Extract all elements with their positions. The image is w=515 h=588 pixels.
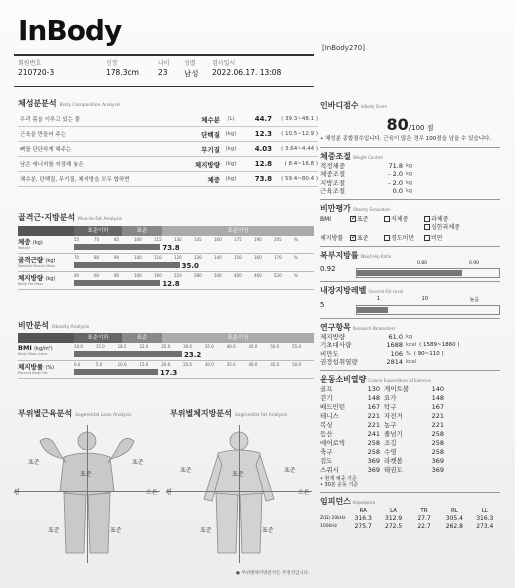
tick-labels: [74, 273, 314, 278]
tick-label: 280: [194, 273, 202, 278]
tick-label: 10.0: [74, 344, 83, 349]
patient-gender: 남성: [184, 69, 199, 78]
whr-row: 0.92 0.80 0.90: [320, 261, 500, 278]
muscle-fat-chart: [18, 226, 314, 290]
bar-value: 17.3: [160, 369, 178, 377]
body-composition-title: 체성분분석 Body Composition Analysis: [18, 99, 121, 108]
score-max: /100 점: [408, 124, 434, 132]
weight-control-title: 체중조절 Weight Control: [320, 151, 383, 161]
checkbox-icon: [424, 216, 430, 222]
patient-id-cell: 회원번호 210720-3: [18, 58, 106, 84]
v-axis: [87, 425, 88, 563]
checkbox-icon: [384, 235, 390, 241]
bar-fill: [74, 262, 180, 268]
list-item: 제지방량 61.0 kg: [320, 332, 413, 341]
bar-label: 골격근량: [18, 256, 44, 264]
exercise-name: 골프: [320, 384, 333, 393]
exercise-name: 스쿼시: [320, 465, 339, 474]
right-arm-label: 표준: [284, 467, 296, 474]
segmental-lean-panel: [14, 425, 160, 563]
tick-label: 70: [74, 255, 80, 260]
tick-label: 205: [274, 237, 282, 242]
visceral-bar: [356, 305, 500, 315]
left-side-label: 왼: [14, 489, 20, 496]
tick-label: 145: [194, 237, 202, 242]
bar-row: 골격근량 (kg) Skeletal Muscle Mass 70 80 90 100 110 120 130 140 150 160 170 % 35.0: [18, 254, 314, 272]
exercise-kcal: 140: [431, 384, 444, 393]
tick-label: 340: [214, 273, 222, 278]
tick-label: 10.0: [117, 362, 127, 367]
tick-label: 20.0: [161, 362, 171, 367]
exercise-kcal: 130: [367, 384, 380, 393]
exercise-name: 라켓볼: [384, 456, 403, 465]
impedance-col-header: RL: [450, 507, 458, 514]
right-leg-label: 표준: [110, 527, 122, 534]
left-side-label: 왼: [166, 489, 172, 496]
segmental-fat-panel: [166, 425, 312, 563]
muscle-fat-title: 골격근·지방분석 Muscle-Fat Analysis: [18, 213, 123, 222]
patient-height: 178.3cm: [106, 68, 139, 77]
exercise-name: 배드민턴: [320, 402, 346, 411]
bar-label: 체지방률: [18, 363, 44, 371]
weight-control-list: [320, 162, 500, 196]
impedance-col-header: TR: [420, 507, 428, 514]
tick-label: 160: [214, 237, 222, 242]
impedance-value: 316.3: [354, 514, 372, 522]
v-axis: [239, 425, 240, 563]
tick-label: 130: [194, 255, 202, 260]
table-row: 체수분, 단백질, 무기질, 체지방을 모두 합하면 체중 (kg) 73.8 ( 59.4~80.4 ): [18, 172, 318, 187]
exercise-kcal: 221: [431, 411, 444, 420]
tick-label: 80: [94, 255, 100, 260]
impedance-value: 22.7: [417, 522, 431, 530]
bar-row: 체중 (kg) Weight 55 70 85 100 115 130 145 160 175 190 205 % 73.8: [18, 236, 314, 254]
impedance-value: 273.4: [476, 522, 494, 530]
bar-fill: [74, 244, 160, 250]
tick-labels: [74, 344, 314, 349]
tick-label: 190: [254, 237, 262, 242]
tick-label: 140: [214, 255, 222, 260]
tick-label: 15.0: [139, 362, 149, 367]
list-item: 적정체중 71.8 kg: [320, 161, 413, 170]
list-item: 비만도 106 % ( 90~110 ): [320, 349, 444, 358]
tick-label: 25.0: [183, 362, 192, 367]
impedance-value: 262.8: [445, 522, 463, 530]
list-item: 지방조절 - 2.0 kg: [320, 178, 413, 187]
tick-label: 160: [154, 273, 162, 278]
tick-label: 45.0: [248, 344, 258, 349]
tick-label: 400: [234, 273, 242, 278]
exercise-kcal: 258: [431, 438, 444, 447]
exercise-name: 자전거: [384, 411, 403, 420]
trunk-label: 표준: [80, 471, 92, 478]
tick-labels: [74, 237, 314, 242]
table-row: 근육을 만들어 주는 단백질 (kg) 12.3 ( 10.5~12.9 ): [18, 127, 318, 142]
exercise-name: 요가: [384, 393, 397, 402]
patient-id: 210720-3: [18, 68, 55, 77]
tick-label: 55: [74, 237, 80, 242]
bar-label: 체지방량: [18, 274, 44, 282]
zone-header: 표준이하 표준 표준이상: [18, 226, 314, 236]
segmental-lean-title: 부위별근육분석 Segmental Lean Analysis: [18, 409, 132, 418]
impedance-col-header: LA: [390, 507, 398, 514]
tick-label: %: [294, 255, 298, 260]
bar-row: 체지방량 (kg) Body Fat Mass 40 60 80 100 160 220 280 340 400 460 520 % 12.8: [18, 272, 314, 290]
bar-value: 12.8: [162, 280, 180, 288]
score-title: 인바디점수 InBody Score: [320, 101, 387, 110]
zone-header: 표준이하 표준 표준이상: [18, 333, 314, 343]
bar-row: 체지방률 (%) Percent Body Fat 0.0 5.0 10.0 15.0 20.0 25.0 30.0 35.0 40.0 45.0 50.0 17.3: [18, 361, 314, 379]
obesity-eval-title: 비만평가 Obesity Evaluation: [320, 203, 391, 213]
tick-label: 0.0: [74, 362, 81, 367]
tick-label: 120: [174, 255, 182, 260]
tick-label: 460: [254, 273, 262, 278]
header-divider: [14, 54, 314, 56]
impedance-table: [320, 507, 500, 531]
right-leg-label: 표준: [262, 527, 274, 534]
exercise-name: 조깅: [384, 438, 397, 447]
score-value: 80: [386, 115, 409, 134]
obesity-rows: [18, 343, 314, 379]
exercise-kcal: 221: [367, 420, 380, 429]
bmi-eval: BMI ✓ 표준 저체중 과체중 심한과체중: [320, 216, 500, 232]
patient-date: 2022.06.17. 13:08: [212, 68, 282, 77]
exercise-name: 축구: [320, 447, 333, 456]
exercise-name: 탁구: [384, 402, 397, 411]
whr-bar: [356, 268, 500, 278]
tick-label: 100: [134, 273, 142, 278]
list-item: 권장섭취열량 2814 kcal: [320, 358, 417, 366]
visceral-title: 내장지방레벨 Visceral Fat Level: [320, 285, 404, 295]
tick-label: 45.0: [270, 362, 280, 367]
tick-label: 22.0: [139, 344, 149, 349]
exercise-kcal: 241: [367, 429, 380, 438]
impedance-col-header: RA: [359, 507, 367, 514]
tick-label: 70: [94, 237, 100, 242]
exercise-name: 걷기: [320, 393, 333, 402]
exercise-kcal: 258: [367, 438, 380, 447]
visceral-row: 5 1 10 높음: [320, 296, 500, 315]
exercise-name: 게이트볼: [384, 384, 410, 393]
list-item: 기초대사량 1688 kcal ( 1589~1860 ): [320, 341, 460, 349]
exercise-kcal: 167: [367, 402, 380, 411]
left-arm-label: 표준: [28, 459, 40, 466]
patient-age-cell: 나이 23: [158, 58, 184, 84]
whr-value: 0.92: [320, 265, 336, 273]
exercise-kcal: 221: [367, 411, 380, 420]
tick-label: 170: [274, 255, 282, 260]
right-arm-label: 표준: [132, 459, 144, 466]
list-item: 체중조절 - 2.0 kg: [320, 170, 413, 178]
exercise-kcal: 258: [431, 429, 444, 438]
patient-date-cell: 검사일시 2022.06.17. 13:08: [212, 58, 308, 84]
visceral-value: 5: [320, 301, 325, 309]
patient-divider: [14, 86, 314, 87]
impedance-value: 275.7: [354, 522, 372, 530]
checkbox-icon: [384, 216, 390, 222]
research-title: 연구항목 Research Parameters: [320, 322, 396, 332]
checkbox-icon: [424, 235, 430, 241]
tick-label: 220: [174, 273, 182, 278]
exercise-name: 검도: [320, 456, 333, 465]
patient-gender-cell: 성별 남성: [184, 58, 212, 84]
tick-label: 55.0: [292, 344, 302, 349]
left-arm-label: 표준: [180, 467, 192, 474]
table-row: 우리 몸을 이루고 있는 물 체수분 (L) 44.7 ( 39.3~48.1 ): [18, 112, 318, 127]
checkbox-icon: [350, 235, 356, 241]
model-label: [InBody270]: [322, 44, 365, 52]
checkbox-icon: [350, 216, 356, 222]
impedance-value: 305.4: [445, 514, 463, 522]
bar-row: BMI (kg/m²) Body Mass Index 10.0 15.0 18.5 22.0 25.0 30.0 35.0 40.0 45.0 50.0 55.0 23.2: [18, 343, 314, 361]
exercise-name: 에어로빅: [320, 438, 346, 447]
bar-value: 35.0: [181, 262, 199, 270]
tick-label: %: [294, 237, 298, 242]
exercise-kcal: 258: [431, 447, 444, 456]
tick-label: 15.0: [95, 344, 105, 349]
tick-labels: [74, 255, 314, 260]
impedance-value: 312.9: [385, 514, 403, 522]
left-leg-label: 표준: [48, 527, 60, 534]
tick-label: 50.0: [292, 362, 302, 367]
table-row: 남은 에너지를 저장해 놓은 체지방량 (kg) 12.8 ( 8.4~16.8 ): [18, 157, 318, 172]
body-composition-table: [18, 112, 318, 187]
impedance-value: 316.3: [476, 514, 494, 522]
tick-label: 60: [94, 273, 100, 278]
obesity-chart: [18, 333, 314, 379]
tick-label: 150: [234, 255, 242, 260]
exercise-kcal: 148: [367, 393, 380, 402]
visceral-bar-fill: [357, 307, 388, 313]
table-row: 뼈를 단단하게 해주는 무기질 (kg) 4.03 ( 3.64~4.44 ): [18, 142, 318, 157]
tick-label: 30.0: [204, 362, 214, 367]
tick-label: 80: [114, 273, 120, 278]
tick-label: 100: [134, 255, 142, 260]
whr-title: 복부지방률 Waist-Hip Ratio: [320, 250, 392, 260]
tick-label: 50.0: [270, 344, 280, 349]
bar-fill: [74, 351, 182, 357]
exercise-name: 등산: [320, 429, 333, 438]
impedance-title: 임피던스 Impedance: [320, 496, 376, 506]
tick-label: 35.0: [226, 362, 236, 367]
patient-info: [18, 58, 314, 84]
muscle-fat-rows: [18, 236, 314, 290]
right-side-label: 오른: [146, 489, 158, 496]
exercise-kcal: 369: [431, 465, 444, 474]
tick-label: 130: [174, 237, 182, 242]
score-display: [320, 115, 500, 134]
bar-value: 23.2: [184, 351, 202, 359]
impedance-value: 27.7: [417, 514, 431, 522]
right-column: [320, 100, 500, 531]
exercise-name: 수영: [384, 447, 397, 456]
bar-label: 체중: [18, 238, 31, 246]
exercise-kcal: 369: [431, 456, 444, 465]
tick-label: 85: [114, 237, 120, 242]
tick-label: 18.5: [117, 344, 127, 349]
patient-age: 23: [158, 68, 168, 77]
exercise-kcal: 369: [367, 465, 380, 474]
impedance-row-label: Z(Ω) 20kHz: [320, 515, 346, 521]
inbody-logo: InBody: [18, 14, 122, 47]
exercise-name: 복싱: [320, 420, 333, 429]
tick-labels: [74, 362, 314, 367]
exercise-kcal: 148: [431, 393, 444, 402]
tick-label: 520: [274, 273, 282, 278]
tick-label: 115: [154, 237, 162, 242]
tick-label: 25.0: [161, 344, 171, 349]
bar-value: 73.8: [162, 244, 180, 252]
exercise-title: 운동소비열량 Calorie Expenditure of Exercise: [320, 374, 431, 384]
segmental-fat-title: 부위별체지방분석 Segmental Fat Analysis: [170, 409, 288, 418]
tick-label: 160: [254, 255, 262, 260]
research-list: [320, 333, 500, 367]
tick-label: 40: [74, 273, 80, 278]
tick-label: 35.0: [204, 344, 214, 349]
score-note: • 체성분 종합점수입니다. 근육이 많은 경우 100점을 넘을 수 있습니다.: [320, 136, 492, 142]
segmental-footnote: ● 부위별체지방분석은 추정치입니다.: [236, 571, 310, 576]
tick-label: 100: [134, 237, 142, 242]
tick-label: 30.0: [183, 344, 192, 349]
obesity-title: 비만분석 Obesity Analysis: [18, 321, 90, 330]
tick-label: 110: [154, 255, 162, 260]
impedance-value: 272.5: [385, 522, 403, 530]
tick-label: %: [294, 273, 298, 278]
checkbox-icon: [424, 224, 430, 230]
trunk-label: 표준: [232, 471, 244, 478]
patient-height-cell: 신장 178.3cm: [106, 58, 158, 84]
impedance-col-header: LL: [481, 507, 488, 514]
whr-bar-fill: [357, 270, 462, 276]
tick-label: 40.0: [248, 362, 258, 367]
exercise-notes: • 현재 체중 기준 • 30분 운동 기준: [320, 475, 359, 488]
bar-fill: [74, 369, 158, 375]
left-leg-label: 표준: [200, 527, 212, 534]
bar-fill: [74, 280, 160, 286]
exercise-table: [320, 385, 500, 475]
exercise-name: 테니스: [320, 411, 339, 420]
right-side-label: 오른: [298, 489, 310, 496]
exercise-kcal: 167: [431, 402, 444, 411]
exercise-kcal: 221: [431, 420, 444, 429]
list-item: 근육조절 0.0 kg: [320, 187, 413, 195]
exercise-name: 태권도: [384, 465, 403, 474]
exercise-name: 줄넘기: [384, 429, 403, 438]
exercise-kcal: 369: [367, 456, 380, 465]
exercise-kcal: 258: [367, 447, 380, 456]
tick-label: 40.0: [226, 344, 236, 349]
tick-label: 5.0: [95, 362, 103, 367]
exercise-name: 농구: [384, 420, 397, 429]
fat-eval: 체지방률 ✓ 표준 경도비만 비만: [320, 235, 500, 243]
impedance-row-label: 100kHz: [320, 523, 337, 529]
tick-label: 90: [114, 255, 120, 260]
bar-label: BMI: [18, 344, 32, 352]
tick-label: 175: [234, 237, 242, 242]
